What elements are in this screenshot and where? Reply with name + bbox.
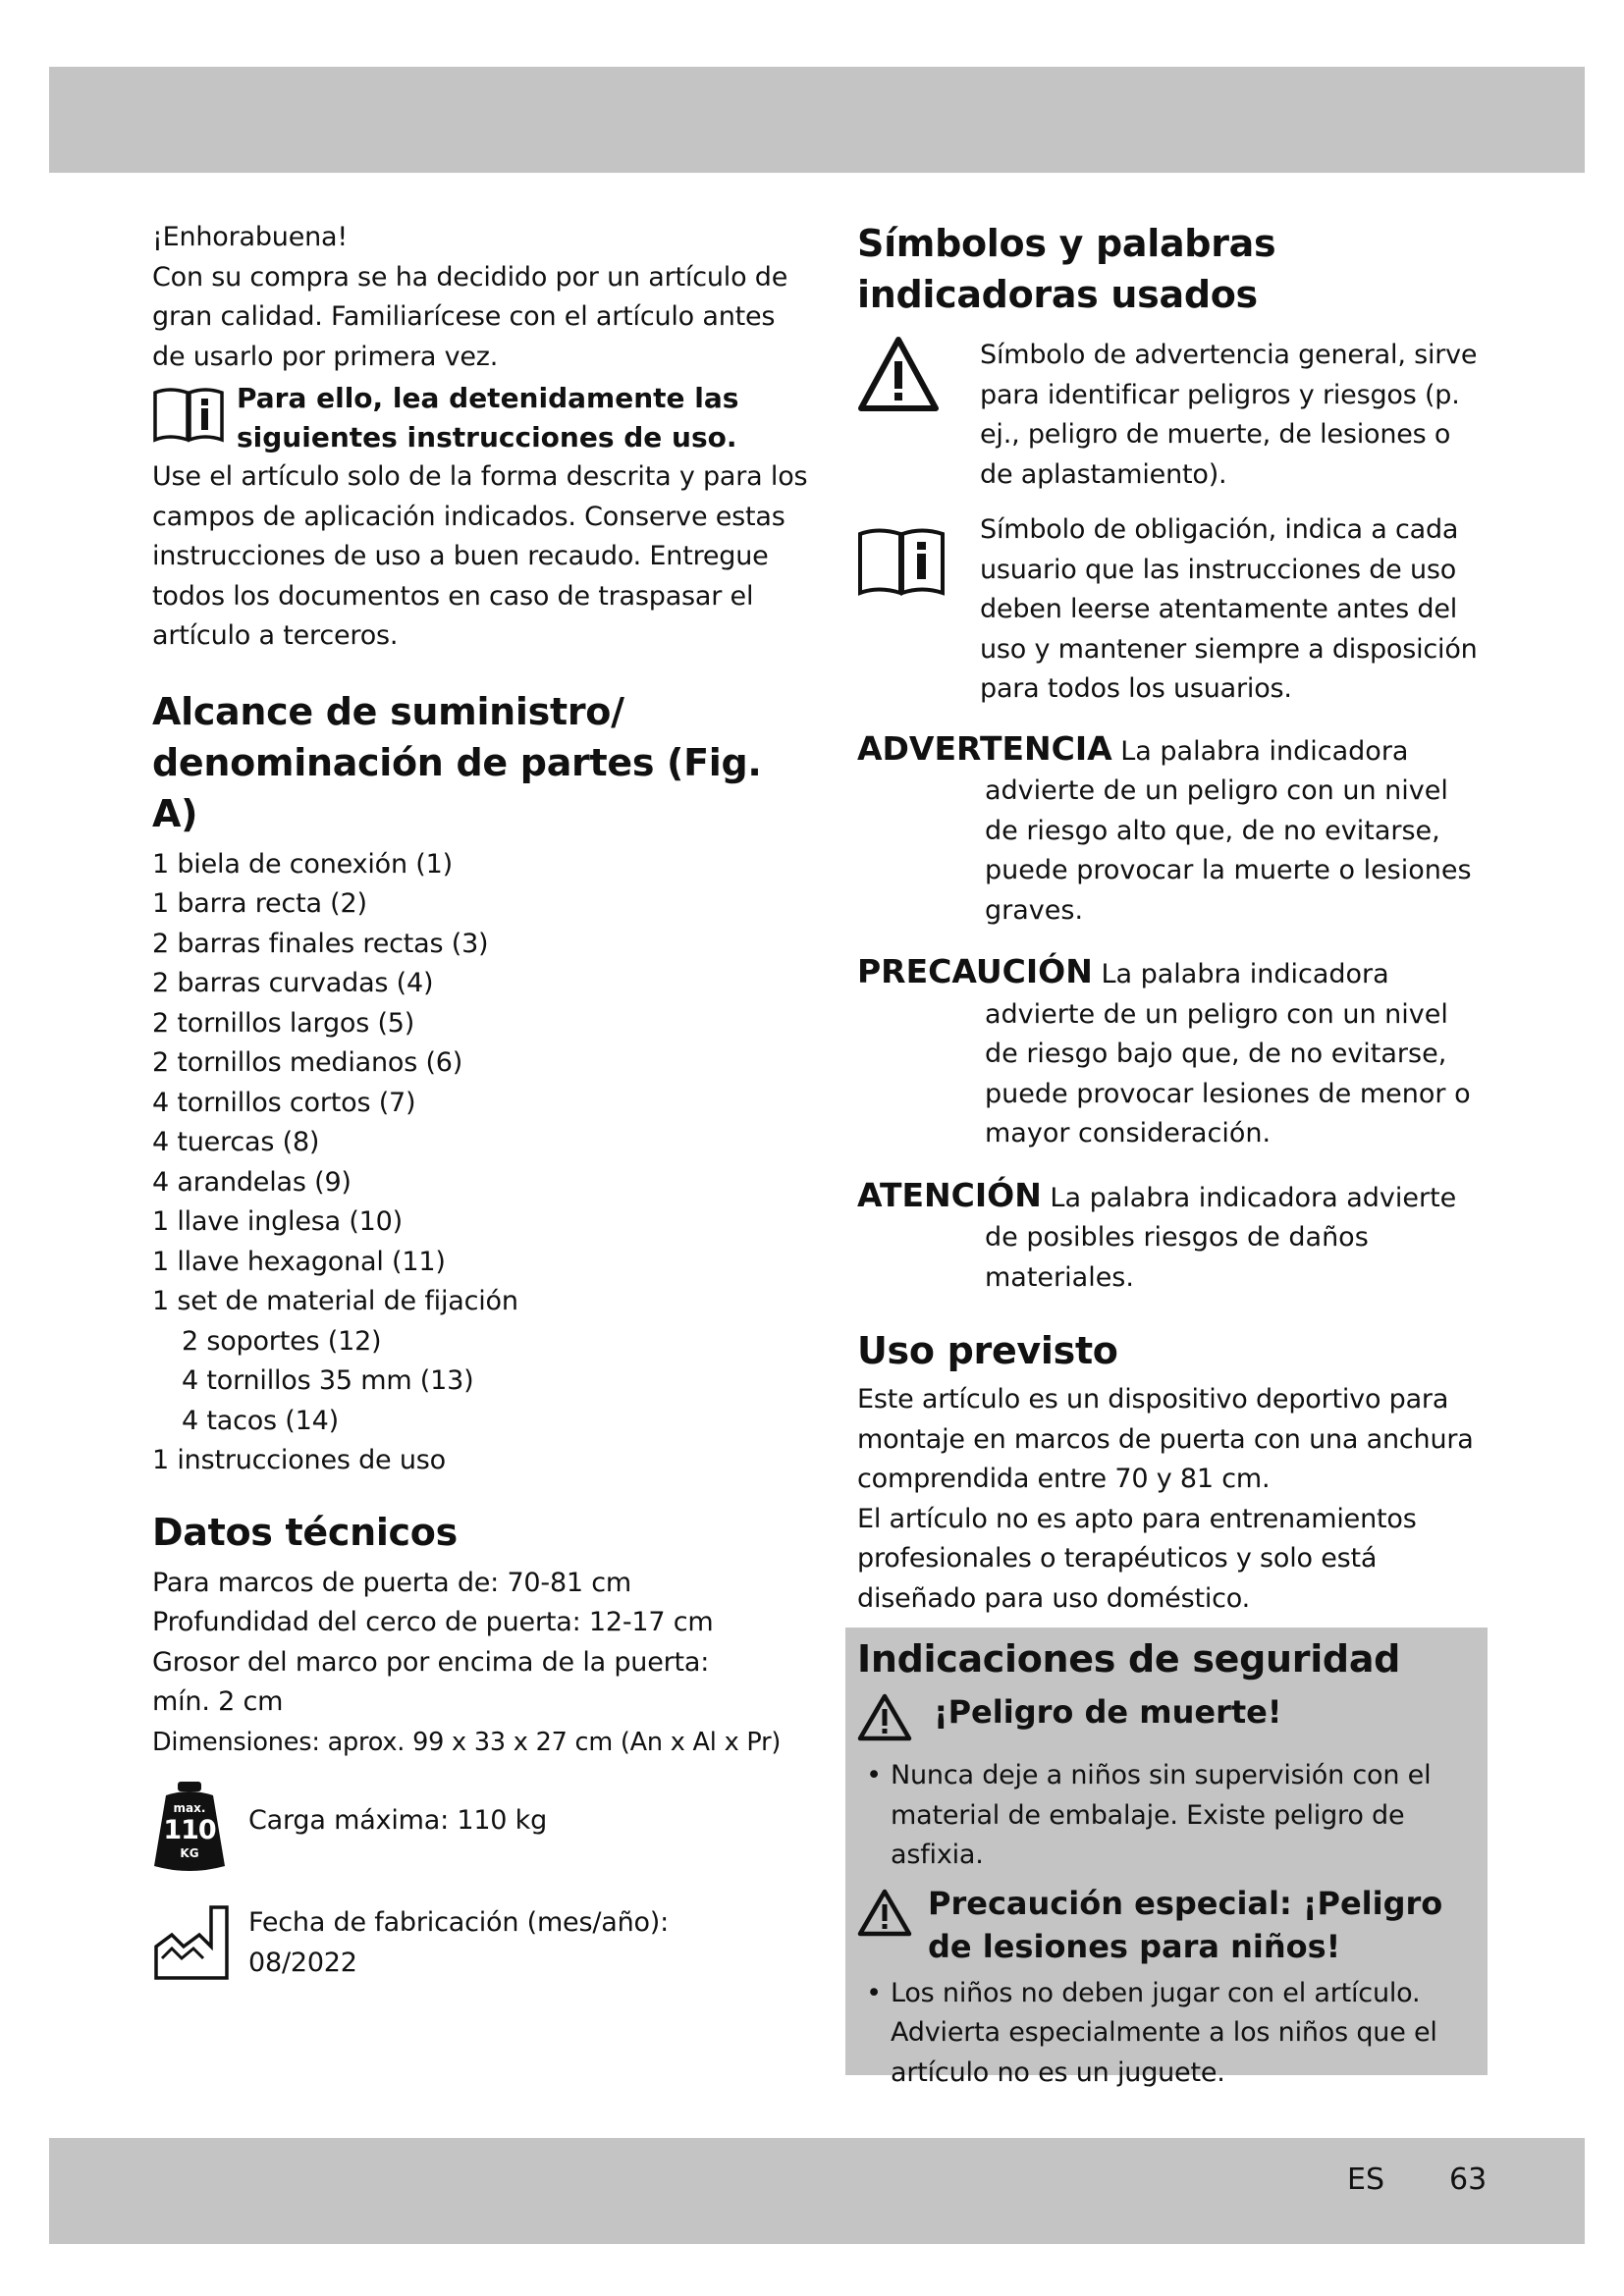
weight-icon-unit: KG: [180, 1846, 199, 1860]
list-item: 1 llave hexagonal (11): [152, 1246, 446, 1277]
weight-icon-value: 110: [163, 1815, 216, 1845]
warning-danger-of-death: [857, 1690, 1476, 1752]
warning-triangle-icon: [857, 1690, 934, 1752]
warning-children: [857, 1882, 1476, 1968]
weight-icon-top: max.: [173, 1801, 206, 1815]
list-item: 1 barra recta (2): [152, 888, 367, 919]
warning1-text: ¡Peligro de muerte!: [934, 1693, 1282, 1731]
list-item: 2 barras curvadas (4): [152, 968, 434, 998]
safety-content: [857, 1633, 1476, 2093]
safety-bullet: [857, 1974, 1476, 2094]
signal-precaucion: [857, 952, 1486, 1154]
supply-list: [152, 845, 810, 1481]
list-item: 4 tuercas (8): [152, 1127, 320, 1157]
list-item: 1 llave inglesa (10): [152, 1206, 403, 1237]
intended-use-heading: Uso previsto: [857, 1329, 1118, 1372]
tech-line: mín. 2 cm: [152, 1686, 284, 1717]
signal-rest: de posibles riesgos de daños materiales.: [985, 1222, 1369, 1293]
bullet2-text: Los niños no deben jugar con el artículo. Advierta especialmente a los niños que el artículo no es un juguete.: [891, 1977, 1437, 2088]
tech-line: Para marcos de puerta de: 70-81 cm: [152, 1567, 632, 1598]
intended-use-para1: Este artículo es un dispositivo deportivo para montaje en marcos de puerta con una anchura comprendida entre 70 y 81 cm.: [857, 1384, 1474, 1494]
signal-atencion: [857, 1176, 1486, 1299]
signal-word: ADVERTENCIA: [857, 728, 1112, 768]
safety-box: [845, 1628, 1488, 2088]
intro-paragraph: Con su compra se ha decidido por un artículo de gran calidad. Familiarícese con el artículo antes de usarlo por primera vez.: [152, 261, 788, 372]
signal-advertencia: [857, 729, 1486, 932]
safety-heading: Indicaciones de seguridad: [857, 1637, 1401, 1681]
list-item: 4 tornillos cortos (7): [152, 1087, 416, 1118]
signal-word: ATENCIÓN: [857, 1175, 1042, 1214]
bullet-dot: •: [866, 1760, 882, 1790]
signal-first: La palabra indicadora advierte: [1050, 1182, 1457, 1213]
greeting: ¡Enhorabuena!: [152, 222, 349, 252]
warning2-text: Precaución especial: ¡Peligro de lesiones para niños!: [928, 1884, 1443, 1965]
signal-first: La palabra indicadora: [1120, 735, 1409, 767]
list-item: 2 tornillos medianos (6): [152, 1047, 463, 1078]
max-load-row: [152, 1780, 810, 1874]
usage-paragraph: Use el artículo solo de la forma descrita y para los campos de aplicación indicados. Conserve estas instrucciones de uso a buen recaudo. Entregue todos los documentos en caso de traspasar el artículo a terceros.: [152, 461, 808, 651]
signal-word: PRECAUCIÓN: [857, 952, 1093, 990]
list-item: 2 tornillos largos (5): [152, 1007, 415, 1039]
note-bold-text: Para ello, lea detenidamente las siguientes instrucciones de uso.: [237, 382, 739, 454]
list-item: 1 biela de conexión (1): [152, 848, 453, 880]
weight-icon: [152, 1780, 248, 1874]
warning-symbol-row: [857, 336, 1486, 495]
bullet1-text: Nunca deje a niños sin supervisión con el material de embalaje. Existe peligro de asfixia.: [891, 1760, 1432, 1870]
warning-triangle-icon: [857, 1882, 928, 1948]
supply-heading: Alcance de suministro/ denominación de partes (Fig. A): [152, 689, 762, 835]
list-subitem: 4 tornillos 35 mm (13): [182, 1365, 474, 1396]
tech-line: Dimensiones: aprox. 99 x 33 x 27 cm (An x Al x Pr): [152, 1727, 782, 1757]
manufacture-date-text: Fecha de fabricación (mes/año): 08/2022: [248, 1907, 670, 1978]
intended-use-para2: El artículo no es apto para entrenamientos profesionales o terapéuticos y solo está diseñado para uso doméstico.: [857, 1503, 1417, 1614]
signal-first: La palabra indicadora: [1101, 959, 1389, 989]
tech-line: Profundidad del cerco de puerta: 12-17 cm: [152, 1607, 714, 1637]
obligation-symbol-text: Símbolo de obligación, indica a cada usuario que las instrucciones de uso deben leerse atentamente antes del uso y mantener siempre a disposición para todos los usuarios.: [980, 514, 1478, 704]
list-item: 2 barras finales rectas (3): [152, 928, 489, 959]
footer-page-number: 63: [1449, 2163, 1488, 2197]
footer-language: ES: [1347, 2163, 1384, 2197]
safety-bullet: [857, 1756, 1476, 1876]
max-load-text: Carga máxima: 110 kg: [248, 1805, 548, 1836]
symbols-heading: Símbolos y palabras indicadoras usados: [857, 222, 1276, 316]
list-subitem: 2 soportes (12): [182, 1325, 382, 1357]
obligation-symbol-row: [857, 510, 1486, 710]
warning-triangle-icon: [857, 336, 980, 416]
manufacture-date-row: [152, 1903, 810, 1986]
tech-heading: Datos técnicos: [152, 1510, 458, 1554]
signal-rest: advierte de un peligro con un nivel de riesgo bajo que, de no evitarse, puede provocar lesiones de menor o mayor consideración.: [985, 998, 1471, 1148]
list-subitem: 4 tacos (14): [182, 1405, 339, 1436]
header-band: [49, 67, 1585, 173]
list-item: 1 set de material de fijación: [152, 1286, 518, 1316]
factory-icon: [152, 1903, 248, 1986]
tech-line: Grosor del marco por encima de la puerta:: [152, 1646, 710, 1678]
list-item: 4 arandelas (9): [152, 1166, 352, 1198]
read-instructions-note: [152, 379, 810, 457]
list-item: 1 instrucciones de uso: [152, 1445, 446, 1475]
manual-info-icon: [152, 379, 237, 450]
right-column: [857, 218, 1486, 1619]
warning-symbol-text: Símbolo de advertencia general, sirve para identificar peligros y riesgos (p. ej., peligro de muerte, de lesiones o de aplastamiento).: [980, 340, 1478, 490]
manual-info-icon: [857, 510, 980, 603]
left-column: [152, 218, 810, 1986]
signal-rest: advierte de un peligro con un nivel de riesgo alto que, de no evitarse, puede provocar la muerte o lesiones graves.: [985, 775, 1472, 926]
bullet-dot: •: [866, 1977, 882, 2008]
